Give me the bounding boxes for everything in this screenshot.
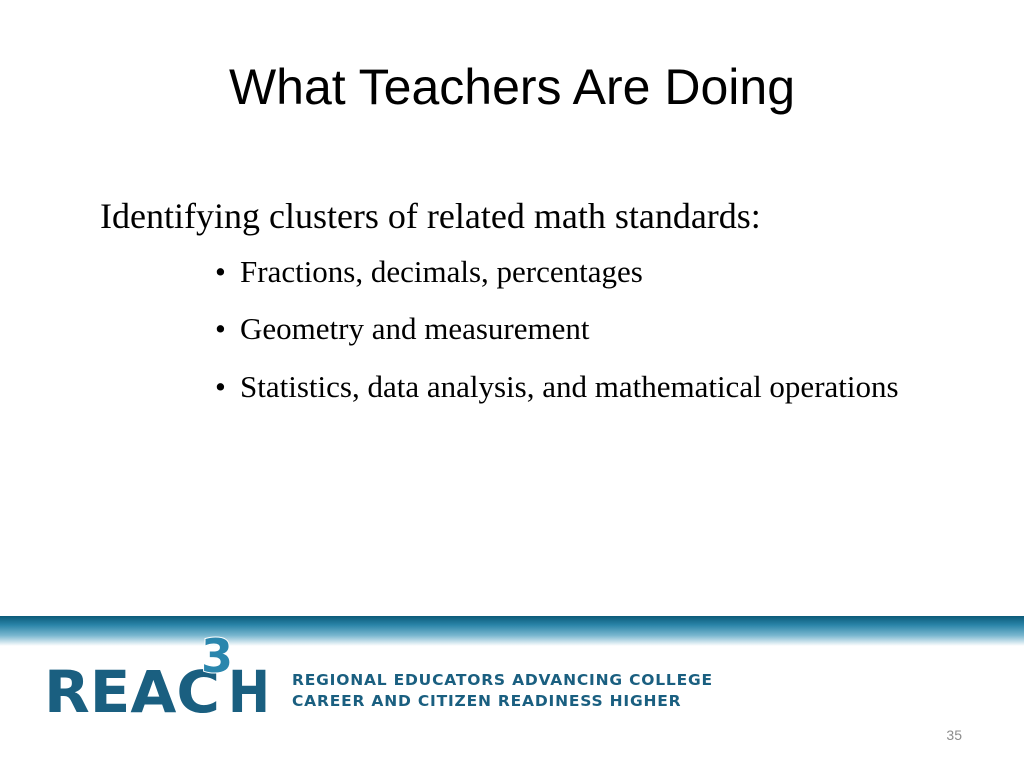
slide-title: What Teachers Are Doing <box>228 59 796 115</box>
bullet-marker: • <box>215 254 226 290</box>
logo-wordmark-left: REAC <box>44 658 220 718</box>
bullet-text: Statistics, data analysis, and mathematical operations <box>240 368 899 404</box>
bullet-item <box>215 252 920 292</box>
bullet-text: Fractions, decimals, percentages <box>240 254 643 290</box>
bullet-list <box>100 252 980 407</box>
logo-wordmark-right: H <box>228 658 270 718</box>
page-number: 35 <box>946 727 962 743</box>
bullet-marker: • <box>215 311 226 347</box>
slide-body <box>100 195 980 424</box>
intro-text: Identifying clusters of related math standards: <box>100 196 761 236</box>
tagline-line-1: REGIONAL EDUCATORS ADVANCING COLLEGE <box>292 671 713 689</box>
bullet-item <box>215 309 920 349</box>
bullet-marker: • <box>215 368 226 404</box>
bullet-item <box>215 367 920 407</box>
logo-superscript-3: 3 <box>201 636 234 683</box>
reach3-logo <box>44 636 274 718</box>
bullet-text: Geometry and measurement <box>240 311 590 347</box>
tagline-line-2: CAREER AND CITIZEN READINESS HIGHER <box>292 692 682 710</box>
logo-tagline <box>292 670 713 712</box>
